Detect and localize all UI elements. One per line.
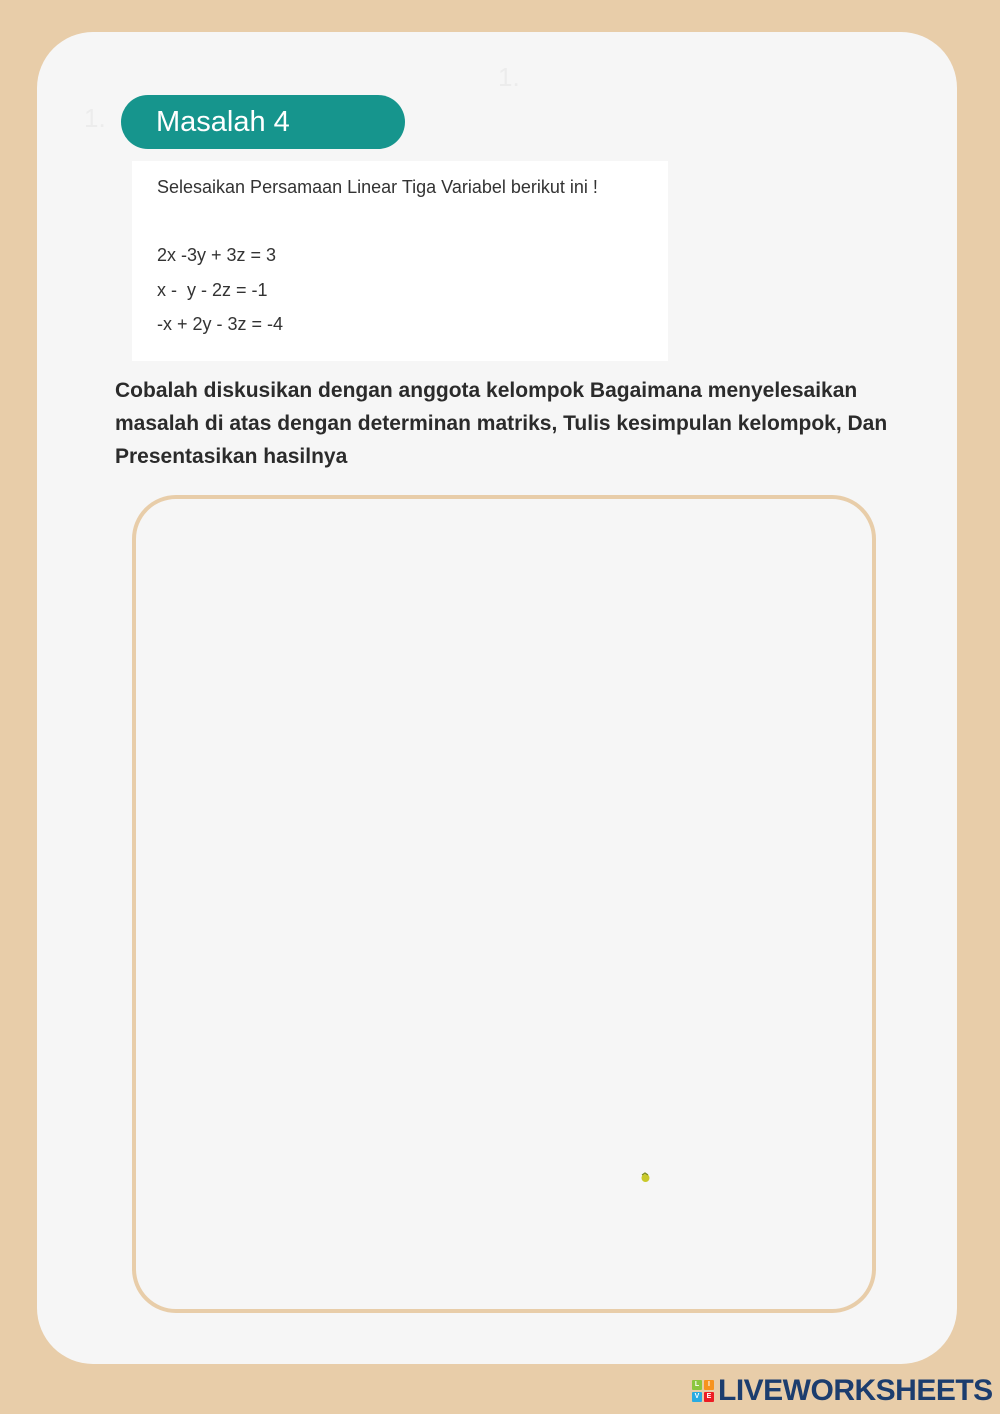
faint-number-left: 1. <box>84 103 106 133</box>
equation-2: x - y - 2z = -1 <box>157 280 268 300</box>
equation-1: 2x -3y + 3z = 3 <box>157 245 277 265</box>
brand-name: LIVEWORKSHEETS <box>718 1374 993 1407</box>
instruction-text: Cobalah diskusikan dengan anggota kelompok Bagaimana menyelesaikan masalah di atas dengan determinan matriks, Tulis kesimpulan kelompok, Dan Presentasikan hasilnya <box>115 379 888 468</box>
equation-3: -x + 2y - 3z = -4 <box>157 314 284 334</box>
answer-text-area[interactable] <box>132 495 876 1313</box>
page-title: Masalah 4 <box>121 95 405 149</box>
logo-mark-icon: L I V E <box>692 1380 714 1402</box>
problem-box <box>132 161 668 361</box>
faint-number-top: 1. <box>498 62 520 92</box>
problem-intro: Selesaikan Persamaan Linear Tiga Variabel berikut ini ! <box>157 177 598 197</box>
liveworksheets-logo[interactable] <box>692 1374 993 1408</box>
cursor-icon <box>640 1172 651 1183</box>
